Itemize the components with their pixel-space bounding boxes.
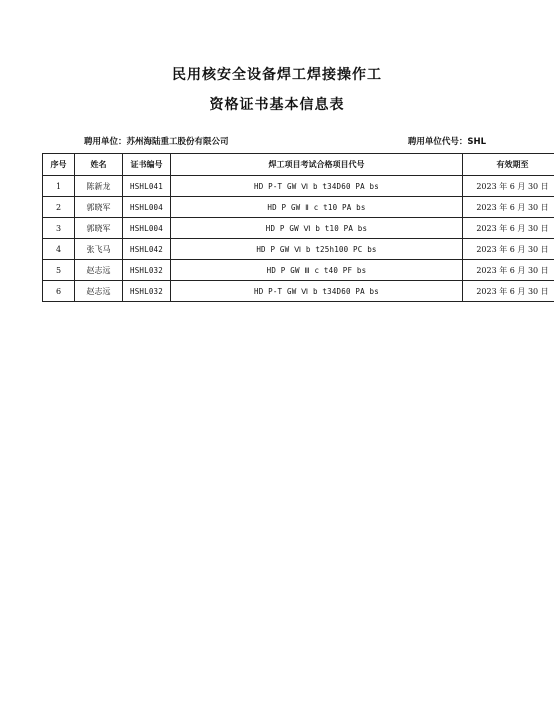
- cell-seq: 2: [43, 197, 75, 218]
- table-row: [43, 281, 554, 302]
- cell-qualified-item: HD P-T GW Ⅵ b t34D60 PA bs: [171, 281, 463, 302]
- cell-name: 张飞马: [75, 239, 123, 260]
- header-seq: 序号: [43, 154, 75, 176]
- cell-valid-until: 2023 年 6 月 30 日: [463, 239, 554, 260]
- cell-qualified-item: HD P GW Ⅱ c t10 PA bs: [171, 197, 463, 218]
- cell-valid-until: 2023 年 6 月 30 日: [463, 281, 554, 302]
- table-row: [43, 239, 554, 260]
- header-name: 姓名: [75, 154, 123, 176]
- cell-seq: 4: [43, 239, 75, 260]
- table-row: [43, 176, 554, 197]
- cell-qualified-item: HD P GW Ⅵ b t25h100 PC bs: [171, 239, 463, 260]
- cell-seq: 6: [43, 281, 75, 302]
- cell-seq: 5: [43, 260, 75, 281]
- table-header-row: [43, 154, 554, 176]
- cell-qualified-item: HD P GW Ⅵ b t10 PA bs: [171, 218, 463, 239]
- employer-code-label: 聘用单位代号：SHL: [407, 137, 486, 147]
- cell-seq: 3: [43, 218, 75, 239]
- header-valid-until: 有效期至: [463, 154, 554, 176]
- cell-valid-until: 2023 年 6 月 30 日: [463, 197, 554, 218]
- cell-name: 郭晓军: [75, 197, 123, 218]
- cell-cert-number: HSHL004: [123, 197, 171, 218]
- document-title-line-1: 民用核安全设备焊工焊接操作工: [172, 67, 382, 83]
- cell-qualified-item: HD P-T GW Ⅵ b t34D60 PA bs: [171, 176, 463, 197]
- document-title-line-2: 资格证书基本信息表: [209, 97, 345, 113]
- cell-qualified-item: HD P GW Ⅲ c t40 PF bs: [171, 260, 463, 281]
- cell-name: 郭晓军: [75, 218, 123, 239]
- cell-valid-until: 2023 年 6 月 30 日: [463, 218, 554, 239]
- table-row: [43, 197, 554, 218]
- certificate-table: [42, 153, 554, 302]
- cell-name: 陈新龙: [75, 176, 123, 197]
- cell-cert-number: HSHL004: [123, 218, 171, 239]
- cell-name: 赵志远: [75, 281, 123, 302]
- cell-cert-number: HSHL032: [123, 260, 171, 281]
- table-row: [43, 218, 554, 239]
- cell-valid-until: 2023 年 6 月 30 日: [463, 176, 554, 197]
- header-qualified-item: 焊工项目考试合格项目代号: [171, 154, 463, 176]
- employer-label: 聘用单位：苏州海陆重工股份有限公司: [84, 137, 229, 147]
- cell-name: 赵志远: [75, 260, 123, 281]
- table-row: [43, 260, 554, 281]
- cell-cert-number: HSHL042: [123, 239, 171, 260]
- cell-cert-number: HSHL041: [123, 176, 171, 197]
- header-cert-number: 证书编号: [123, 154, 171, 176]
- cell-valid-until: 2023 年 6 月 30 日: [463, 260, 554, 281]
- cell-cert-number: HSHL032: [123, 281, 171, 302]
- cell-seq: 1: [43, 176, 75, 197]
